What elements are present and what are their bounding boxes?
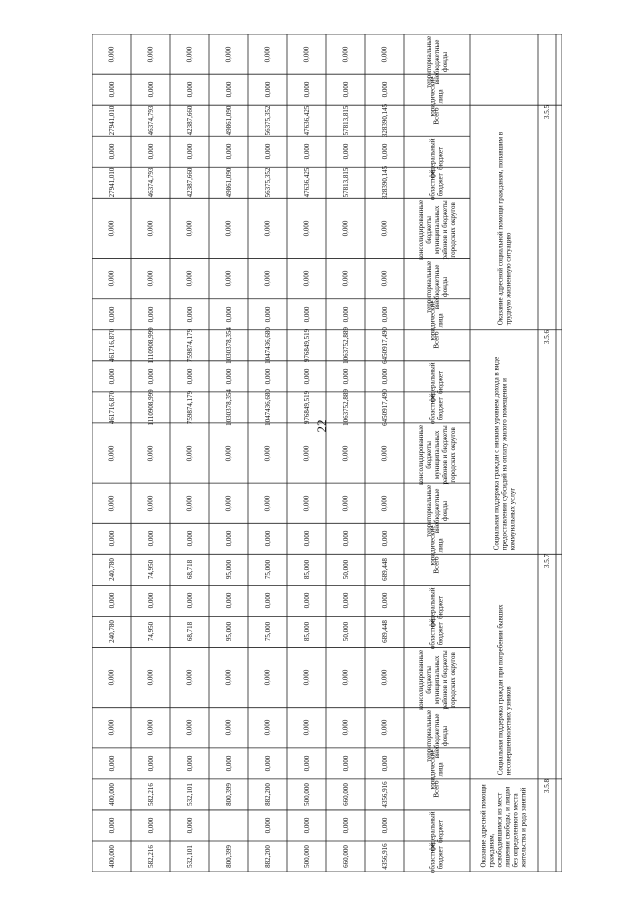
value-cell: 1063752,889 [341,326,350,364]
value-cell: 85,000 [302,622,311,642]
value-cell: 85,000 [302,560,311,580]
value-cell: 0,000 [380,143,389,160]
value-cell: 328390,145 [380,104,389,138]
value-cell: 800,399 [224,783,233,806]
value-cell: 0,000 [263,593,272,609]
value-cell: 0,000 [302,306,311,323]
value-cell: 0,000 [146,817,155,834]
value-cell: 0,000 [380,220,389,237]
value-cell: 461716,870 [107,328,116,362]
program-name: Социальная поддержка граждан при погребении бывших несовершеннолетних узников [495,604,512,775]
value-cell: 0,000 [146,270,155,287]
value-cell: 0,000 [302,669,311,686]
value-cell: 882,200 [263,783,272,806]
value-cell: 0,000 [107,495,116,512]
value-cell: 27941,010 [107,105,116,136]
program-name: Оказание адресной помощи гражданам, освободившимся из мест лишения свободы, и лицам без определенного места жительства и рода занятий [479,784,528,868]
value-cell: 0,000 [146,306,155,323]
funding-source: федеральный бюджет [428,587,445,628]
value-cell: 0,000 [302,495,311,512]
value-cell: 1110908,999 [146,389,155,426]
value-cell: 0,000 [341,817,350,834]
value-cell: 532,101 [185,845,194,868]
value-cell: 68,718 [185,560,194,580]
value-cell: 0,000 [302,445,311,461]
value-cell: 46374,793 [146,105,155,136]
value-cell: 976849,519 [302,390,311,424]
value-cell: 0,000 [224,306,233,323]
value-cell: 0,000 [263,143,272,160]
value-cell: 0,000 [224,220,233,237]
value-cell: 74,950 [146,560,155,580]
value-cell: 0,000 [146,530,155,547]
value-cell: 1110908,999 [146,327,155,364]
value-cell: 50,000 [341,622,350,642]
value-cell: 400,000 [107,845,116,868]
page-number: 22 [314,419,329,433]
value-cell: 0,000 [302,755,311,772]
value-cell: 0,000 [107,368,116,385]
value-cell: 4356,916 [380,843,389,870]
value-cell: 0,000 [380,719,389,736]
value-cell: 0,000 [107,81,116,98]
value-cell: 0,000 [380,817,389,834]
value-cell: 0,000 [302,817,311,834]
funding-source: территориальные внебюджетные фонды [424,709,449,762]
funding-source: Всего [432,780,441,799]
value-cell: 0,000 [263,306,272,323]
section-number: 3.5.7 [543,554,551,569]
value-cell: 689,448 [380,558,389,582]
value-cell: 0,000 [341,46,350,62]
value-cell: 0,000 [224,368,233,385]
value-cell: 57813,815 [341,167,350,198]
value-cell: 6450917,490 [380,326,389,364]
value-cell: 660,000 [341,783,350,806]
funding-source: Всего [432,331,441,349]
value-cell: 49861,090 [224,167,233,198]
funding-source: консолидированные бюджеты муниципальных районов и бюджеты городских округов [416,200,457,261]
value-cell: 0,000 [107,530,116,547]
value-cell: 0,000 [302,220,311,237]
value-cell: 0,000 [263,817,272,834]
value-cell: 0,000 [185,817,194,834]
value-cell: 0,000 [146,669,155,686]
value-cell: 0,000 [263,530,272,547]
value-cell: 0,000 [224,755,233,772]
value-cell: 689,448 [380,620,389,644]
funding-source: областной бюджет [428,618,445,650]
value-cell: 0,000 [107,817,116,834]
value-cell: 0,000 [185,270,194,287]
value-cell: 1030378,354 [224,388,233,426]
value-cell: 42387,660 [185,167,194,198]
value-cell: 240,780 [107,620,116,644]
value-cell: 0,000 [185,220,194,237]
value-cell: 0,000 [341,719,350,736]
value-cell: 0,000 [263,719,272,736]
value-cell: 0,000 [380,495,389,512]
value-cell: 1047436,680 [263,388,272,426]
value-cell: 0,000 [380,46,389,62]
value-cell: 0,000 [146,220,155,237]
value-cell: 4356,916 [380,781,389,808]
value-cell: 0,000 [380,445,389,461]
value-cell: 95,000 [224,560,233,580]
value-cell: 42387,660 [185,105,194,136]
value-cell: 74,950 [146,622,155,642]
value-cell: 68,718 [185,622,194,642]
value-cell: 0,000 [224,719,233,736]
value-cell: 0,000 [185,530,194,547]
value-cell: 0,000 [263,755,272,772]
value-cell: 0,000 [263,495,272,512]
value-cell: 0,000 [341,669,350,686]
value-cell: 0,000 [224,495,233,512]
value-cell: 0,000 [185,669,194,686]
funding-source: территориальные внебюджетные фонды [424,260,449,313]
value-cell: 0,000 [302,81,311,98]
value-cell: 0,000 [107,719,116,736]
value-cell: 328390,145 [380,166,389,200]
value-cell: 0,000 [107,306,116,323]
value-cell: 400,000 [107,783,116,806]
funding-source: Всего [432,107,441,125]
value-cell: 0,000 [107,445,116,461]
value-cell: 0,000 [146,719,155,736]
value-cell: 0,000 [263,669,272,686]
value-cell: 0,000 [341,270,350,287]
value-cell: 0,000 [224,669,233,686]
value-cell: 0,000 [146,46,155,62]
value-cell: 0,000 [146,755,155,772]
value-cell: 582,216 [146,845,155,868]
value-cell: 0,000 [302,593,311,609]
funding-source: областной бюджет [428,169,445,200]
value-cell: 0,000 [341,495,350,512]
value-cell: 0,000 [263,81,272,98]
value-cell: 0,000 [224,270,233,287]
value-cell: 0,000 [380,81,389,98]
program-name: Социальная поддержка граждан с низким уровнем дохода в виде предоставления субсидий на оплату жилого помещения и коммунальных услуг [491,356,516,551]
value-cell: 56375,352 [263,105,272,136]
value-cell: 0,000 [341,81,350,98]
value-cell: 0,000 [185,306,194,323]
funding-source: юридические лица [428,749,445,790]
value-cell: 0,000 [341,445,350,461]
value-cell: 0,000 [263,46,272,62]
value-cell: 0,000 [107,46,116,62]
value-cell: 0,000 [380,530,389,547]
funding-source: областной бюджет [428,842,445,874]
funding-source: областной бюджет [428,393,445,425]
value-cell: 0,000 [380,593,389,609]
value-cell: 0,000 [224,530,233,547]
value-cell: 0,000 [107,220,116,237]
funding-source: консолидированные бюджеты муниципальных районов и бюджеты городских округов [416,424,457,485]
value-cell: 0,000 [185,368,194,385]
value-cell: 0,000 [341,530,350,547]
value-cell: 1047436,680 [263,326,272,364]
value-cell: 0,000 [185,593,194,609]
value-cell: 0,000 [185,143,194,160]
value-cell: 0,000 [341,220,350,237]
value-cell: 0,000 [263,445,272,461]
value-cell: 0,000 [302,368,311,385]
value-cell: 57813,815 [341,105,350,136]
value-cell: 0,000 [146,81,155,98]
value-cell: 0,000 [107,593,116,609]
value-cell: 0,000 [107,755,116,772]
value-cell: 0,000 [302,719,311,736]
value-cell: 0,000 [185,755,194,772]
value-cell: 0,000 [341,306,350,323]
value-cell: 0,000 [341,755,350,772]
value-cell: 0,000 [146,445,155,461]
funding-source: федеральный бюджет [428,362,445,403]
program-name: Оказание адресной социальной помощи гражданам, попавшим в трудную жизненную ситуацию [495,132,512,326]
value-cell: 0,000 [224,46,233,62]
value-cell: 0,000 [224,81,233,98]
value-cell: 6450917,490 [380,388,389,426]
value-cell: 0,000 [185,719,194,736]
value-cell: 240,780 [107,558,116,582]
value-cell: 500,000 [302,845,311,868]
value-cell: 461716,870 [107,390,116,424]
value-cell: 0,000 [263,220,272,237]
value-cell: 0,000 [380,368,389,385]
value-cell: 759874,179 [185,390,194,424]
value-cell: 49861,090 [224,105,233,136]
value-cell: 50,000 [341,560,350,580]
value-cell: 0,000 [185,81,194,98]
funding-source: юридические лица [428,76,445,117]
value-cell: 0,000 [380,306,389,323]
value-cell: 0,000 [185,445,194,461]
value-cell: 660,000 [341,845,350,868]
value-cell: 0,000 [185,495,194,512]
value-cell: 0,000 [146,593,155,609]
value-cell: 532,101 [185,783,194,806]
value-cell: 0,000 [224,143,233,160]
value-cell: 0,000 [224,445,233,461]
value-cell: 75,000 [263,622,272,642]
funding-source: территориальные внебюджетные фонды [424,36,449,89]
value-cell: 0,000 [341,593,350,609]
section-number: 3.5.6 [543,329,551,344]
value-cell: 0,000 [107,270,116,287]
value-cell: 582,216 [146,783,155,806]
value-cell: 0,000 [341,368,350,385]
value-cell: 0,000 [302,270,311,287]
value-cell: 0,000 [185,46,194,62]
value-cell: 0,000 [263,368,272,385]
value-cell: 0,000 [380,270,389,287]
value-cell: 1030378,354 [224,326,233,364]
value-cell: 800,399 [224,845,233,868]
value-cell: 882,200 [263,845,272,868]
funding-source: консолидированные бюджеты муниципальных районов и бюджеты городских округов [416,649,457,710]
funding-source: федеральный бюджет [428,811,445,852]
funding-source: юридические лица [428,525,445,566]
value-cell: 56375,352 [263,167,272,198]
funding-source: юридические лица [428,300,445,341]
value-cell [210,811,247,840]
value-cell: 0,000 [107,143,116,160]
value-cell: 47636,425 [302,167,311,198]
funding-source: территориальные внебюджетные фонды [424,485,449,538]
value-cell: 46374,793 [146,167,155,198]
value-cell: 759874,179 [185,328,194,362]
funding-source: Всего [432,556,441,574]
value-cell: 976849,519 [302,328,311,362]
value-cell: 0,000 [302,530,311,547]
section-number: 3.5.8 [543,778,551,793]
value-cell: 47636,425 [302,105,311,136]
value-cell: 0,000 [107,669,116,686]
budget-table [92,34,562,872]
value-cell: 27941,010 [107,167,116,198]
value-cell: 0,000 [224,593,233,609]
funding-source: федеральный бюджет [428,138,445,179]
value-cell: 75,000 [263,560,272,580]
value-cell: 0,000 [380,755,389,772]
value-cell: 0,000 [302,46,311,62]
section-number: 3.5.5 [543,105,551,120]
value-cell: 0,000 [263,270,272,287]
value-cell: 0,000 [341,143,350,160]
value-cell: 0,000 [146,143,155,160]
value-cell: 0,000 [380,669,389,686]
value-cell: 500,000 [302,783,311,806]
value-cell: 95,000 [224,622,233,642]
value-cell: 0,000 [302,143,311,160]
value-cell: 0,000 [146,495,155,512]
value-cell: 0,000 [146,368,155,385]
value-cell: 1063752,889 [341,388,350,426]
